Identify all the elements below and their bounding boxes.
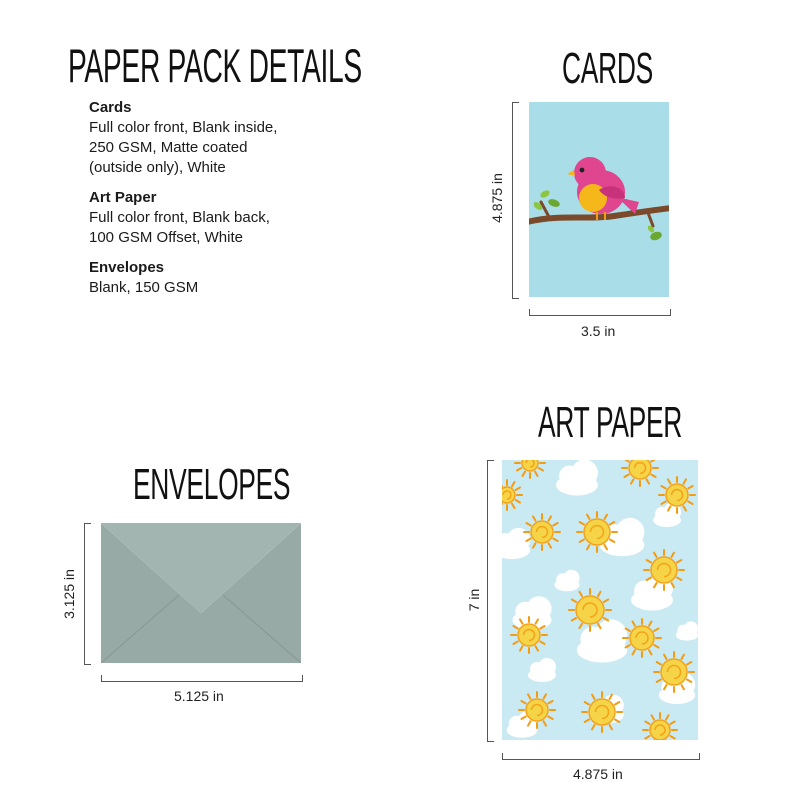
envelopes-details <box>89 258 389 298</box>
page-title: PAPER PACK DETAILS <box>68 39 362 92</box>
envelope-sample <box>101 523 301 663</box>
cloud-icon <box>556 460 598 496</box>
card-sample <box>529 102 669 297</box>
cards-width-bracket <box>529 309 671 316</box>
cards-height-label: 4.875 in <box>489 173 505 223</box>
sun-icon <box>502 480 522 510</box>
sun-icon <box>643 713 677 740</box>
art-width-label: 4.875 in <box>573 766 623 782</box>
art-height-bracket <box>487 460 494 742</box>
cards-width-label: 3.5 in <box>581 323 616 339</box>
cloud-icon <box>676 621 698 640</box>
cards-line: Full color front, Blank inside, <box>89 119 278 136</box>
art-width-bracket <box>502 753 700 760</box>
cloud-icon <box>528 658 556 682</box>
art-paper-details <box>89 188 389 248</box>
cards-title: CARDS <box>562 44 653 93</box>
art-paper-line: 100 GSM Offset, White <box>89 229 243 246</box>
sun-cloud-pattern <box>502 460 698 740</box>
art-paper-sample <box>502 460 698 740</box>
envelopes-title: ENVELOPES <box>133 460 291 509</box>
envelopes-heading: Envelopes <box>89 259 165 276</box>
sun-icon <box>623 619 661 657</box>
envelope-flap-illustration <box>101 523 301 663</box>
envelope-width-bracket <box>101 675 303 682</box>
details-list <box>89 98 389 308</box>
sun-icon <box>515 460 545 478</box>
envelope-width-label: 5.125 in <box>174 688 224 704</box>
art-paper-heading: Art Paper <box>89 189 157 206</box>
envelopes-line: Blank, 150 GSM <box>89 279 199 296</box>
envelope-height-bracket <box>84 523 91 665</box>
cards-heading: Cards <box>89 99 132 116</box>
art-paper-title: ART PAPER <box>538 398 683 447</box>
cloud-icon <box>577 619 627 662</box>
sun-icon <box>524 514 560 550</box>
cards-details <box>89 98 389 178</box>
cards-height-bracket <box>512 102 519 299</box>
envelope-height-label: 3.125 in <box>61 569 77 619</box>
cards-line: 250 GSM, Matte coated <box>89 139 248 156</box>
cards-line: (outside only), White <box>89 159 226 176</box>
bird-illustration <box>529 102 669 297</box>
sun-icon <box>622 460 658 486</box>
art-height-label: 7 in <box>466 588 482 612</box>
art-paper-line: Full color front, Blank back, <box>89 209 270 226</box>
cloud-icon <box>554 570 579 592</box>
